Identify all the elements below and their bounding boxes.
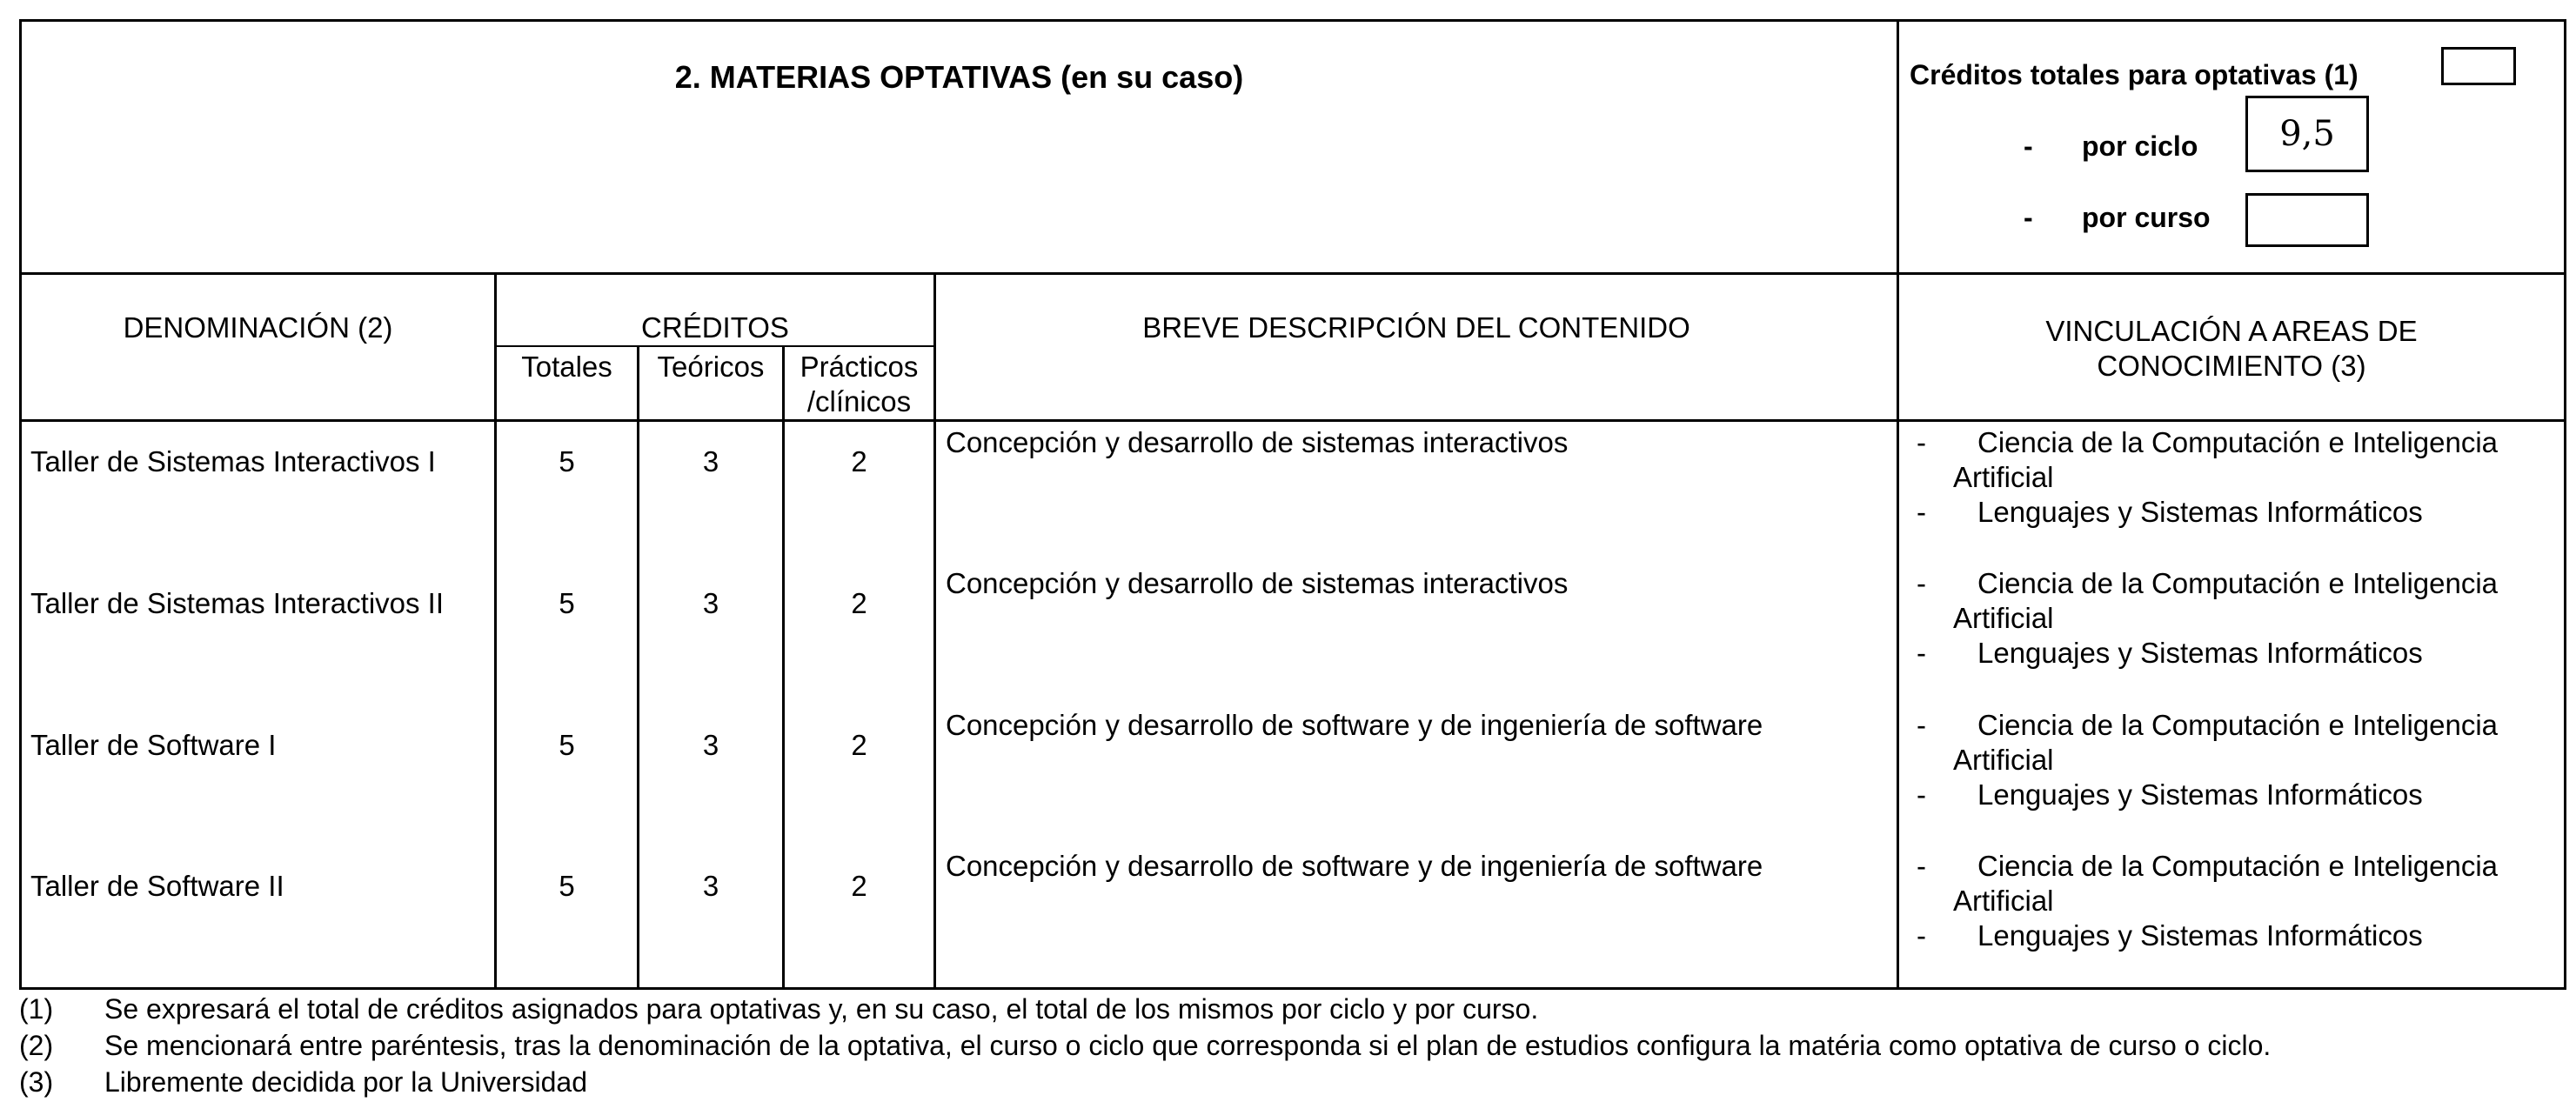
- row-area2-dash: -: [1917, 496, 1926, 528]
- row-area2: Lenguajes y Sistemas Informáticos: [1977, 919, 2423, 952]
- footnote-number: (3): [19, 1066, 54, 1098]
- col-totales: Totales: [521, 351, 612, 383]
- row-teoricos: 3: [702, 445, 719, 478]
- row-area1-line1: Ciencia de la Computación e Inteligencia: [1977, 850, 2499, 882]
- column-header-divider: [19, 419, 2566, 422]
- row-totales: 5: [559, 445, 575, 478]
- frame-right-border: [2564, 19, 2566, 990]
- row-area1-dash: -: [1917, 567, 1926, 599]
- vline-area-column: [1897, 19, 1899, 990]
- por-curso-label: por curso: [2082, 202, 2211, 233]
- row-area2: Lenguajes y Sistemas Informáticos: [1977, 778, 2423, 811]
- row-area1-line2: Artificial: [1953, 744, 2054, 776]
- footnote-number: (2): [19, 1030, 54, 1061]
- row-teoricos: 3: [702, 587, 719, 619]
- row-area1-line2: Artificial: [1953, 885, 2054, 917]
- header-divider: [19, 272, 2566, 275]
- por-ciclo-label: por ciclo: [2082, 130, 2198, 162]
- row-description: Concepción y desarrollo de sistemas interactivos: [946, 567, 1569, 599]
- col-vinculacion-line1: VINCULACIÓN A AREAS DE: [2045, 315, 2418, 347]
- row-name: Taller de Software I: [30, 729, 277, 761]
- vline-description-left: [933, 272, 936, 990]
- credits-total-label: Créditos totales para optativas (1): [1910, 59, 2359, 90]
- col-teoricos: Teóricos: [657, 351, 765, 383]
- frame-bottom-border: [19, 987, 2566, 990]
- row-area1-line1: Ciencia de la Computación e Inteligencia: [1977, 567, 2499, 599]
- creditos-subheader-divider: [494, 345, 935, 347]
- row-totales: 5: [559, 587, 575, 619]
- frame-left-border: [19, 19, 22, 990]
- por-ciclo-value: 9,5: [2279, 114, 2335, 154]
- footnote-text: Se mencionará entre paréntesis, tras la denominación de la optativa, el curso o ciclo que corresponda si el plan de estudios configura la matéria como optativa de curso o ciclo.: [104, 1030, 2272, 1061]
- row-area1-dash: -: [1917, 850, 1926, 882]
- row-name: Taller de Software II: [30, 870, 284, 902]
- footnote-text: Se expresará el total de créditos asignados para optativas y, en su caso, el total de los mismos por ciclo y por curso.: [104, 993, 1539, 1025]
- row-area1-line2: Artificial: [1953, 461, 2054, 493]
- row-totales: 5: [559, 729, 575, 761]
- footnote-number: (1): [19, 993, 54, 1025]
- row-area2-dash: -: [1917, 778, 1926, 811]
- row-teoricos: 3: [702, 729, 719, 761]
- section-title: 2. MATERIAS OPTATIVAS (en su caso): [674, 59, 1244, 95]
- row-totales: 5: [559, 870, 575, 902]
- row-area2-dash: -: [1917, 637, 1926, 669]
- col-denominacion: DENOMINACIÓN (2): [123, 311, 393, 344]
- row-name: Taller de Sistemas Interactivos II: [30, 587, 445, 619]
- row-area2: Lenguajes y Sistemas Informáticos: [1977, 637, 2423, 669]
- row-practicos: 2: [851, 445, 867, 478]
- row-practicos: 2: [851, 870, 867, 902]
- row-teoricos: 3: [702, 870, 719, 902]
- row-area2: Lenguajes y Sistemas Informáticos: [1977, 496, 2423, 528]
- col-creditos: CRÉDITOS: [641, 311, 789, 344]
- por-curso-dash: -: [2024, 202, 2033, 233]
- row-area1-line2: Artificial: [1953, 602, 2054, 634]
- row-area1-dash: -: [1917, 709, 1926, 741]
- col-practicos-line1: Prácticos: [800, 351, 919, 383]
- por-ciclo-box[interactable]: [2245, 96, 2369, 172]
- row-area1-line1: Ciencia de la Computación e Inteligencia: [1977, 426, 2499, 458]
- col-descripcion: BREVE DESCRIPCIÓN DEL CONTENIDO: [1142, 311, 1690, 344]
- por-curso-box[interactable]: [2245, 193, 2369, 247]
- row-practicos: 2: [851, 587, 867, 619]
- row-area1-line1: Ciencia de la Computación e Inteligencia: [1977, 709, 2499, 741]
- row-name: Taller de Sistemas Interactivos I: [30, 445, 436, 478]
- frame-top-border: [19, 19, 2566, 22]
- row-description: Concepción y desarrollo de software y de ingeniería de software: [946, 850, 1763, 882]
- footnote-text: Libremente decidida por la Universidad: [104, 1066, 587, 1098]
- col-vinculacion-line2: CONOCIMIENTO (3): [2097, 350, 2366, 382]
- col-practicos-line2: /clínicos: [806, 385, 912, 417]
- row-area2-dash: -: [1917, 919, 1926, 952]
- row-description: Concepción y desarrollo de sistemas interactivos: [946, 426, 1569, 458]
- row-description: Concepción y desarrollo de software y de ingeniería de software: [946, 709, 1763, 741]
- por-ciclo-dash: -: [2024, 130, 2033, 162]
- row-area1-dash: -: [1917, 426, 1926, 458]
- row-practicos: 2: [851, 729, 867, 761]
- credits-total-box[interactable]: [2441, 47, 2516, 85]
